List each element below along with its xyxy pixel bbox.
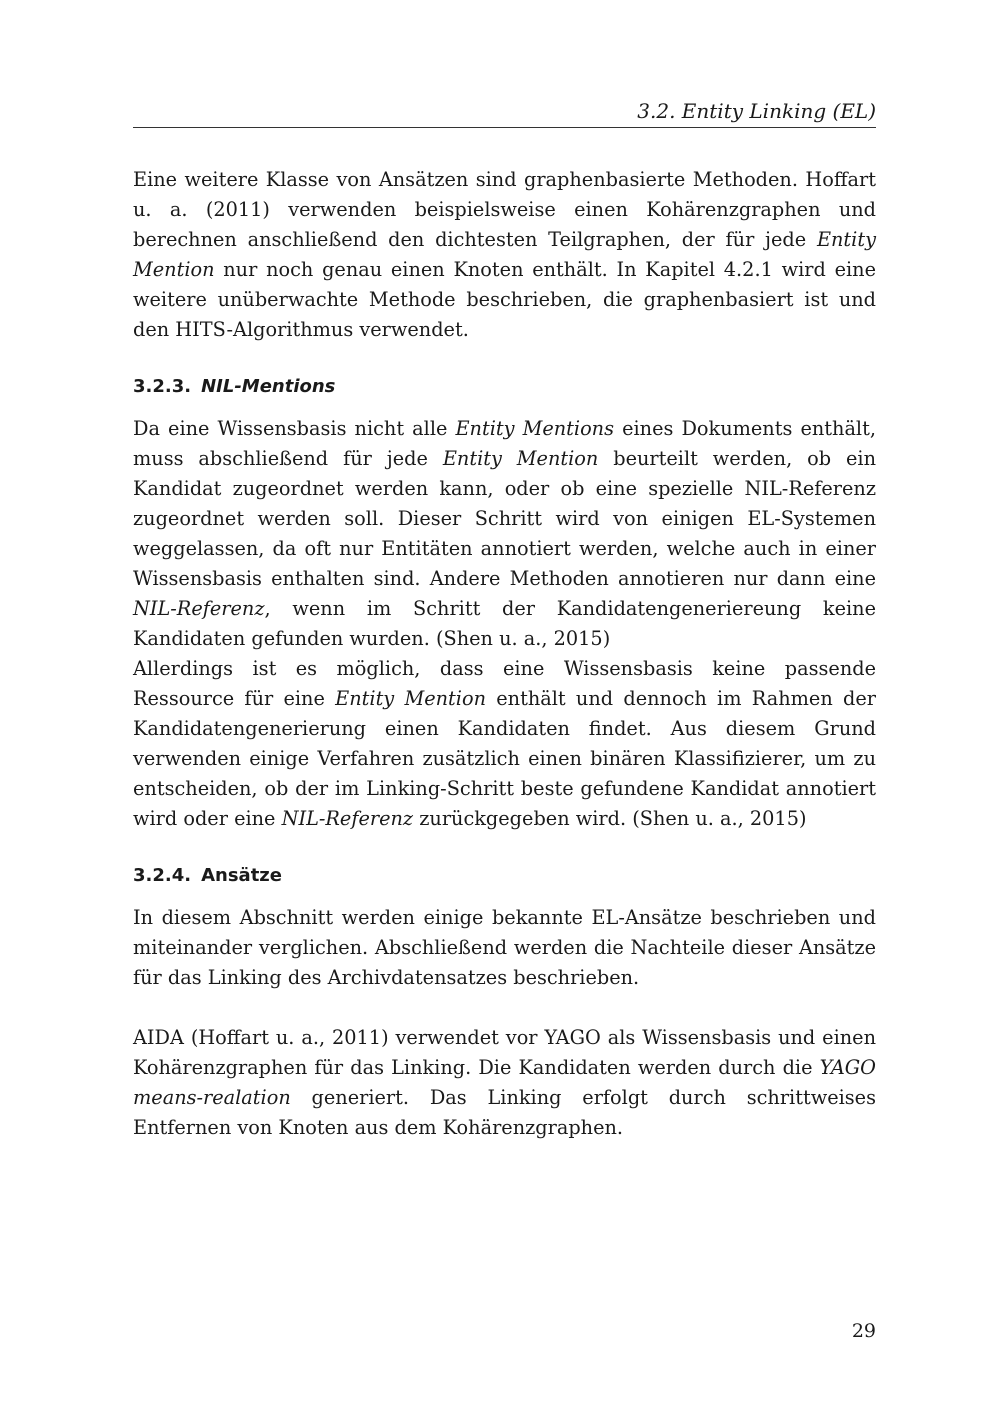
paragraph-nil-reference: Da eine Wissensbasis nicht alle Entity Mentions eines Dokuments enthält, muss abschließend für jede Entity Mention beurteilt werden, ob ein Kandidat zugeordnet werden kann, oder ob eine spezielle NIL-Referenz zugeordnet werden soll. Dieser Schritt wird von einigen EL-Systemen weggelassen, da oft nur Entitäten annotiert werden, welche auch in einer Wissensbasis enthalten sind. Andere Methoden annotieren nur dann eine NIL-Referenz, wenn im Schritt der Kandidatengeneriereung keine Kandidaten gefunden wurden. (Shen u. a., 2015) [133, 417, 876, 650]
paragraph-approaches-intro: In diesem Abschnitt werden einige bekannte EL-Ansätze beschrieben und miteinander verglichen. Abschließend werden die Nachteile dieser Ansätze für das Linking des Archivdatensatzes beschrieben. [133, 906, 876, 989]
page-body [133, 165, 876, 1143]
paragraph-binary-classifier: Allerdings ist es möglich, dass eine Wissensbasis keine passende Ressource für eine Entity Mention enthält und dennoch im Rahmen der Kandidatengenerierung einen Kandidaten findet. Aus diesem Grund verwenden einige Verfahren zusätzlich einen binären Klassifizierer, um zu entscheiden, ob der im Linking-Schritt beste gefundene Kandidat annotiert wird oder eine NIL-Referenz zurückgegeben wird. (Shen u. a., 2015) [133, 657, 876, 830]
section-heading-nil-mentions [133, 374, 876, 400]
section-number: 3.2.3. [133, 376, 192, 397]
section-number: 3.2.4. [133, 865, 192, 886]
section-heading-ansaetze [133, 863, 876, 889]
header-rule [133, 127, 876, 128]
paragraph-aida: AIDA (Hoffart u. a., 2011) verwendet vor YAGO als Wissensbasis und einen Kohärenzgraphen für das Linking. Die Kandidaten werden durch die YAGO means-realation generiert. Das Linking erfolgt durch schrittweises Entfernen von Knoten aus dem Kohärenzgraphen. [133, 1026, 876, 1139]
running-head: 3.2. Entity Linking (EL) [637, 99, 876, 123]
page-number: 29 [851, 1320, 876, 1342]
paragraph-graph-methods: Eine weitere Klasse von Ansätzen sind graphenbasierte Methoden. Hoffart u. a. (2011) verwenden beispielsweise einen Kohärenzgraphen und berechnen anschließend den dichtesten Teilgraphen, der für jede Entity Mention nur noch genau einen Knoten enthält. In Kapitel 4.2.1 wird eine weitere unüberwachte Methode beschrieben, die graphenbasiert ist und den HITS-Algorithmus verwendet. [133, 168, 876, 341]
section-title: NIL-Mentions [201, 376, 336, 397]
section-title: Ansätze [201, 865, 282, 886]
